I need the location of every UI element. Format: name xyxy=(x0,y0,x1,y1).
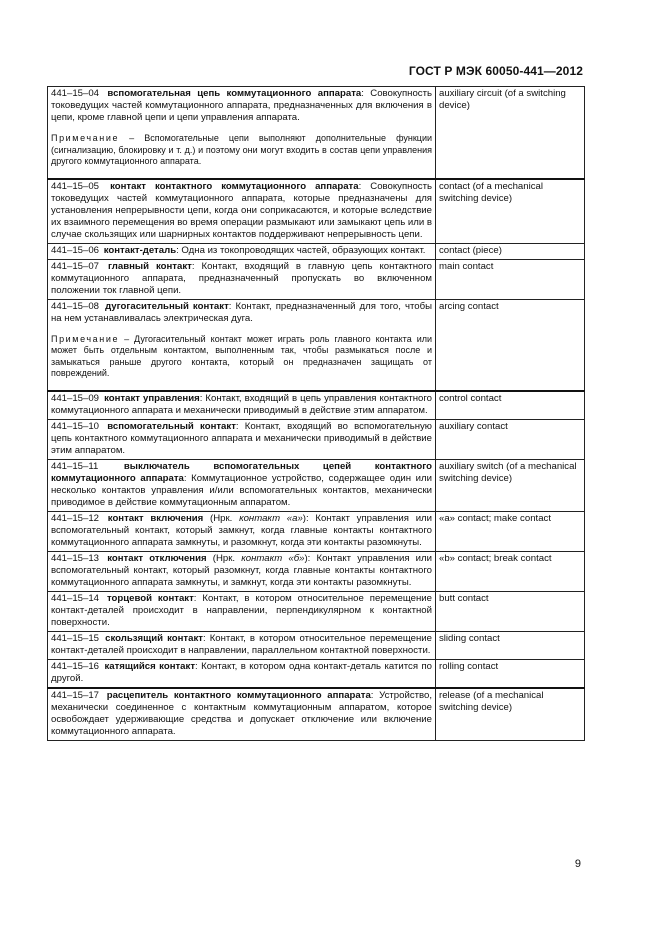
note-text: – Вспомогательные цепи выполняют дополнительные функции (сигнализацию, блокировку и т. д.) и поэтому они могут входить в состав цепи управления другого коммутационного аппарата. xyxy=(51,133,432,166)
term-row xyxy=(48,459,585,511)
abbr-prefix: (Нрк. xyxy=(206,552,242,564)
term-code: 441–15–06 xyxy=(51,244,100,256)
term-code: 441–15–09 xyxy=(51,392,100,404)
english-term-cell xyxy=(436,179,585,244)
english-term: «a» contact; make contact xyxy=(439,512,551,524)
page-number: 9 xyxy=(574,858,581,870)
english-term: contact (of a mechanical switching device) xyxy=(439,180,543,204)
term-code: 441–15–16 xyxy=(51,660,100,672)
definition-cell xyxy=(48,391,436,420)
english-term: arcing contact xyxy=(439,300,499,312)
abbr-prefix: (Нрк. xyxy=(203,512,240,524)
english-term-cell xyxy=(436,511,585,551)
definition-cell xyxy=(48,299,436,391)
term-row xyxy=(48,688,585,741)
english-term-cell xyxy=(436,688,585,741)
abbr-suffix: ) xyxy=(304,552,308,564)
term-definition: : Контакт, входящий в цепь управления контактного коммутационного аппарата и механически приводимый в действие этим аппаратом. xyxy=(51,392,432,416)
definition-cell xyxy=(48,659,436,688)
english-term: contact (piece) xyxy=(439,244,502,256)
term-row xyxy=(48,591,585,631)
terms-table xyxy=(47,86,585,741)
english-term-cell xyxy=(436,659,585,688)
term-code: 441–15–07 xyxy=(51,260,100,272)
term-name: расцепитель контактного коммутационного аппарата xyxy=(106,689,371,701)
term-name: контакт включения xyxy=(107,512,204,524)
definition-cell xyxy=(48,591,436,631)
term-definition: : Контакт, в котором относительное перемещение контакт-деталей происходит в направлении, перпендикулярном к контактной поверхности. xyxy=(51,592,433,628)
standard-header: ГОСТ Р МЭК 60050-441—2012 xyxy=(408,64,583,78)
english-term-cell xyxy=(436,259,585,299)
definition-cell xyxy=(48,459,436,511)
english-term-cell xyxy=(436,243,585,259)
definition-cell xyxy=(48,511,436,551)
definition-cell xyxy=(48,243,436,259)
term-name: контакт контактного коммутационного аппарата xyxy=(110,180,359,192)
term-name: вспомогательный контакт xyxy=(107,420,236,432)
definition-cell xyxy=(48,259,436,299)
term-code: 441–15–13 xyxy=(51,552,100,564)
english-term: auxiliary switch (of a mechanical switching device) xyxy=(439,460,577,484)
term-code: 441–15–15 xyxy=(51,632,100,644)
english-term: rolling contact xyxy=(439,660,499,672)
term-name: вспомогательная цепь коммутационного аппарата xyxy=(107,88,362,99)
term-definition: : Контакт, входящий в главную цепь контактного коммутационного аппарата, предназначенный пропускать во включенном положении ток главной цепи. xyxy=(51,260,432,296)
english-term: auxiliary contact xyxy=(439,420,508,432)
term-definition: : Совокупность токоведущих частей коммутационного аппарата, которые предназначены для установления непрерывности цепи, когда они соприкасаются, и которые вследствие их взаимного перемещения во время операции размыкают или замыкают цепь или в случае скользящих или шарнирных контактов поддерживают непрерывность цепи. xyxy=(51,180,433,240)
term-name: контакт управления xyxy=(104,392,200,404)
term-definition: : Контакт управления или вспомогательный контакт, который замкнут, когда главные контакты контактного коммутационного аппарата замкнуты, и разомкнут, когда эти контакты разомкнуты. xyxy=(51,512,433,548)
definition-cell xyxy=(48,419,436,459)
term-definition: : Контакт, в котором одна контакт-деталь катится по другой. xyxy=(51,660,432,684)
english-term: main contact xyxy=(439,260,494,272)
term-definition: : Контакт управления или вспомогательный контакт, который разомкнут, когда главные контакты контактного коммутационного аппарата замкнуты, и замкнут, когда эти контакты разомкнуты. xyxy=(51,552,433,588)
deprecated-term: контакт «б» xyxy=(241,552,305,564)
term-name: контакт отключения xyxy=(107,552,207,564)
note-text: – Дугогасительный контакт может играть роль главного контакта или может быть отдельным контактом, выполненным так, чтобы размыкаться после и замыкаться раньше другого контакта, который он предназначен защищать от повреждений. xyxy=(51,333,432,378)
deprecated-term: контакт «а» xyxy=(239,512,303,524)
term-row xyxy=(48,299,585,391)
term-row xyxy=(48,659,585,688)
definition-cell xyxy=(48,631,436,659)
term-name: торцевой контакт xyxy=(106,592,194,604)
term-definition: : Контакт, входящий во вспомогательную цепь контактного коммутационного аппарата и механически приводимый в действие этим аппаратом. xyxy=(51,420,432,456)
term-name: катящийся контакт xyxy=(104,660,196,672)
term-definition: : Контакт, в котором относительное перемещение контакт-деталей происходит в направлении, параллельном контактной поверхности. xyxy=(51,632,432,656)
term-definition: : Контакт, предназначенный для того, чтобы на нем устанавливалась электрическая дуга. xyxy=(51,300,432,324)
english-term-cell xyxy=(436,299,585,391)
term-name: главный контакт xyxy=(108,260,192,272)
term-row xyxy=(48,87,585,179)
english-term-cell xyxy=(436,391,585,420)
term-code: 441–15–14 xyxy=(51,592,100,604)
term-row xyxy=(48,511,585,551)
term-definition: : Устройство, механически соединенное с контактным коммутационным аппаратом, которое освобождает удерживающие средства и допускает отключение или включение коммутационного аппарата. xyxy=(51,689,432,737)
definition-cell xyxy=(48,551,436,591)
term-row xyxy=(48,179,585,244)
english-term: sliding contact xyxy=(439,632,500,644)
english-term: «b» contact; break contact xyxy=(439,552,552,564)
note-label: Примечание xyxy=(51,133,120,143)
term-name: выключатель вспомогательных цепей контактного коммутационного аппарата xyxy=(51,460,433,484)
term-name: контакт-деталь xyxy=(103,244,177,256)
term-code: 441–15–10 xyxy=(51,420,100,432)
english-term: auxiliary circuit (of a switching device) xyxy=(439,88,566,111)
term-row xyxy=(48,551,585,591)
term-definition: : Коммутационное устройство, содержащее один или несколько контактов управления и/или вспомогательных контактов, механически приводимое в действие коммутационным аппаратом. xyxy=(51,472,432,508)
note-label: Примечание xyxy=(51,333,120,344)
term-row xyxy=(48,631,585,659)
term-code: 441–15–17 xyxy=(51,689,100,701)
definition-cell xyxy=(48,179,436,244)
english-term-cell xyxy=(436,419,585,459)
term-name: скользящий контакт xyxy=(105,632,203,644)
term-note xyxy=(51,133,432,176)
term-note xyxy=(51,334,432,388)
term-definition: : Совокупность токоведущих частей коммутационного аппарата, предназначенных для включения в цепи, кроме главной цепи и цепи управления аппарата. xyxy=(51,88,432,123)
term-row xyxy=(48,243,585,259)
term-code: 441–15–05 xyxy=(51,180,100,192)
english-term-cell xyxy=(436,459,585,511)
terms-table-body xyxy=(48,87,585,741)
english-term-cell xyxy=(436,87,585,179)
english-term-cell xyxy=(436,631,585,659)
english-term: release (of a mechanical switching device) xyxy=(439,689,544,713)
term-code: 441–15–11 xyxy=(51,460,99,472)
english-term: control contact xyxy=(439,392,502,404)
term-name: дугогасительный контакт xyxy=(105,300,229,312)
term-definition: : Одна из токопроводящих частей, образующих контакт. xyxy=(176,244,426,256)
english-term-cell xyxy=(436,551,585,591)
term-code: 441–15–08 xyxy=(51,300,100,312)
definition-cell xyxy=(48,87,436,179)
english-term: butt contact xyxy=(439,592,489,604)
term-code: 441–15–12 xyxy=(51,512,100,524)
abbr-suffix: ) xyxy=(302,512,306,524)
term-code: 441–15–04 xyxy=(51,88,100,99)
term-row xyxy=(48,259,585,299)
english-term-cell xyxy=(436,591,585,631)
term-row xyxy=(48,419,585,459)
term-row xyxy=(48,391,585,420)
definition-cell xyxy=(48,688,436,741)
